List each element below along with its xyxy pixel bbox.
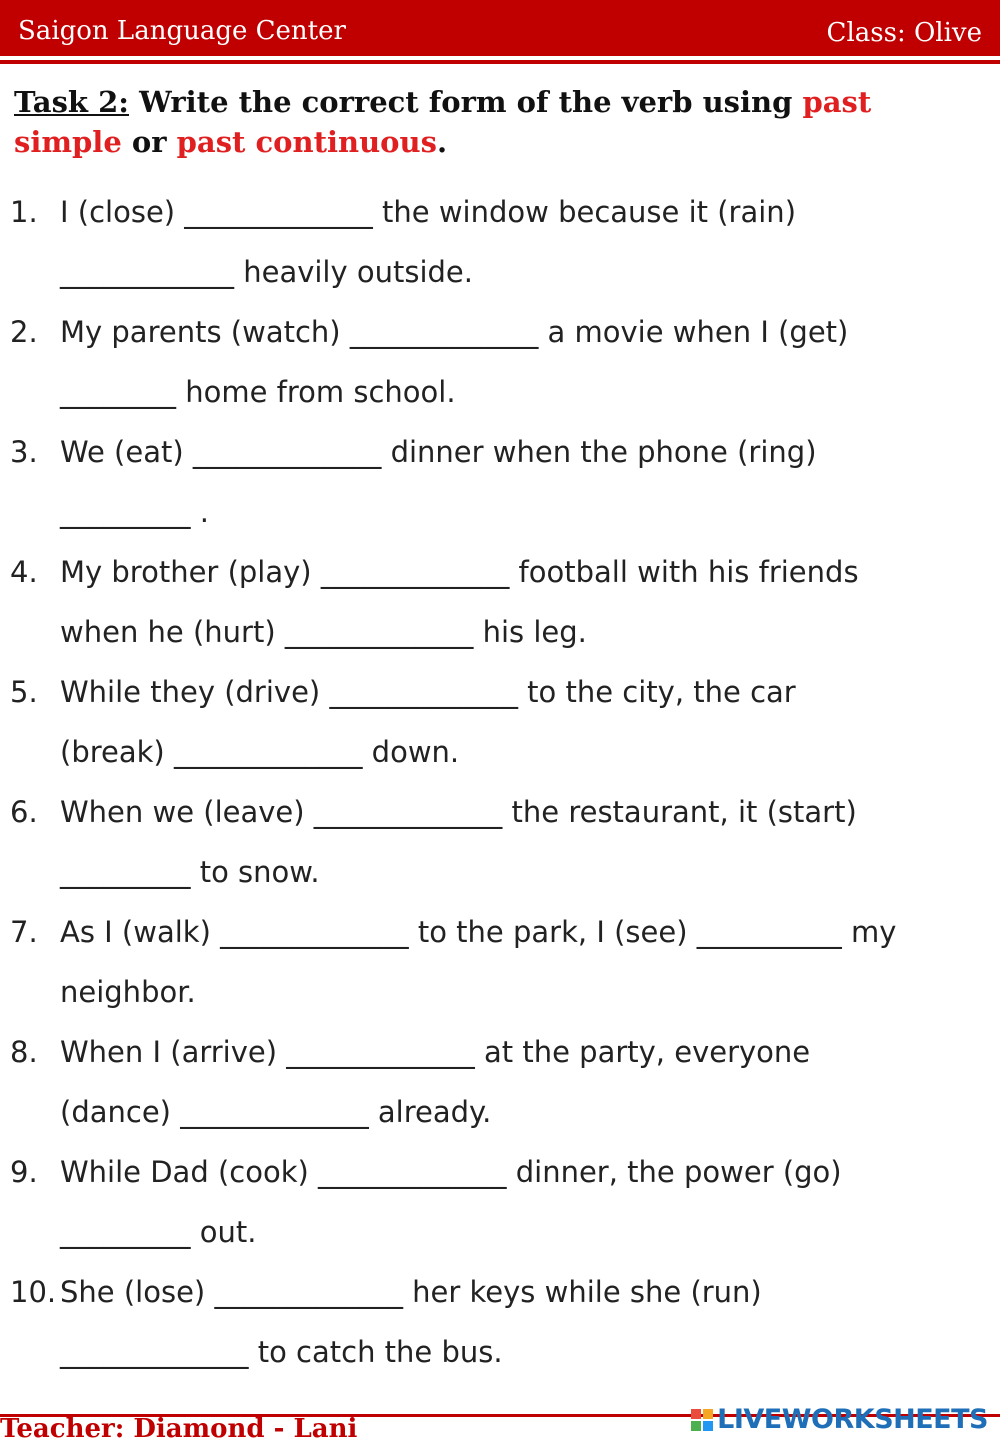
item-line-1[interactable]: My brother (play) _____________ football with his friends	[60, 555, 859, 589]
item-line-2[interactable]: ________ home from school.	[60, 375, 456, 409]
item-line-2[interactable]: _________ .	[60, 495, 209, 529]
item-line-1[interactable]: When I (arrive) _____________ at the party, everyone	[60, 1035, 811, 1069]
item-line-2[interactable]: _________ to snow.	[60, 855, 320, 889]
exercise-item-10	[0, 1262, 1000, 1382]
exercise-item-7	[0, 902, 1000, 1022]
item-line-2[interactable]: _____________ to catch the bus.	[60, 1335, 503, 1369]
class-name: Class: Olive	[826, 18, 982, 48]
header-bar	[0, 0, 1000, 56]
task-instructions	[14, 82, 974, 162]
task-end: .	[436, 125, 448, 159]
exercise-item-2	[0, 302, 1000, 422]
item-line-1[interactable]: I (close) _____________ the window because it (rain)	[60, 195, 797, 229]
item-number: 4.	[10, 555, 38, 589]
item-line-1[interactable]: My parents (watch) _____________ a movie when I (get)	[60, 315, 849, 349]
item-line-2[interactable]: when he (hurt) _____________ his leg.	[60, 615, 587, 649]
item-number: 10.	[10, 1275, 57, 1309]
logo-grid-icon	[691, 1409, 713, 1431]
task-text: Write the correct form of the verb using	[139, 85, 793, 119]
exercise-list	[0, 182, 1000, 1382]
item-line-2[interactable]: neighbor.	[60, 975, 196, 1009]
highlight-past-simple: past simple	[14, 85, 872, 159]
exercise-item-5	[0, 662, 1000, 782]
item-number: 7.	[10, 915, 38, 949]
liveworksheets-logo[interactable]	[691, 1404, 988, 1435]
exercise-item-6	[0, 782, 1000, 902]
item-number: 9.	[10, 1155, 38, 1189]
item-line-2[interactable]: (dance) _____________ already.	[60, 1095, 492, 1129]
exercise-item-8	[0, 1022, 1000, 1142]
task-label: Task 2:	[14, 85, 129, 119]
teacher-name: Teacher: Diamond - Lani	[0, 1414, 358, 1444]
exercise-item-4	[0, 542, 1000, 662]
item-number: 1.	[10, 195, 38, 229]
item-number: 6.	[10, 795, 38, 829]
item-line-1[interactable]: We (eat) _____________ dinner when the phone (ring)	[60, 435, 817, 469]
school-name: Saigon Language Center	[18, 16, 346, 46]
item-line-2[interactable]: ____________ heavily outside.	[60, 255, 473, 289]
item-number: 8.	[10, 1035, 38, 1069]
exercise-item-3	[0, 422, 1000, 542]
item-line-1[interactable]: She (lose) _____________ her keys while she (run)	[60, 1275, 762, 1309]
item-line-1[interactable]: While Dad (cook) _____________ dinner, the power (go)	[60, 1155, 842, 1189]
exercise-item-1	[0, 182, 1000, 302]
item-line-1[interactable]: When we (leave) _____________ the restaurant, it (start)	[60, 795, 857, 829]
exercise-item-9	[0, 1142, 1000, 1262]
item-number: 2.	[10, 315, 38, 349]
item-line-1[interactable]: As I (walk) _____________ to the park, I (see) __________ my	[60, 915, 897, 949]
item-number: 5.	[10, 675, 38, 709]
logo-text: LIVEWORKSHEETS	[717, 1404, 988, 1435]
item-line-2[interactable]: (break) _____________ down.	[60, 735, 460, 769]
header-divider	[0, 60, 1000, 64]
task-text-or: or	[131, 125, 167, 159]
item-number: 3.	[10, 435, 38, 469]
item-line-2[interactable]: _________ out.	[60, 1215, 257, 1249]
highlight-past-continuous: past continuous	[176, 125, 437, 159]
item-line-1[interactable]: While they (drive) _____________ to the city, the car	[60, 675, 796, 709]
